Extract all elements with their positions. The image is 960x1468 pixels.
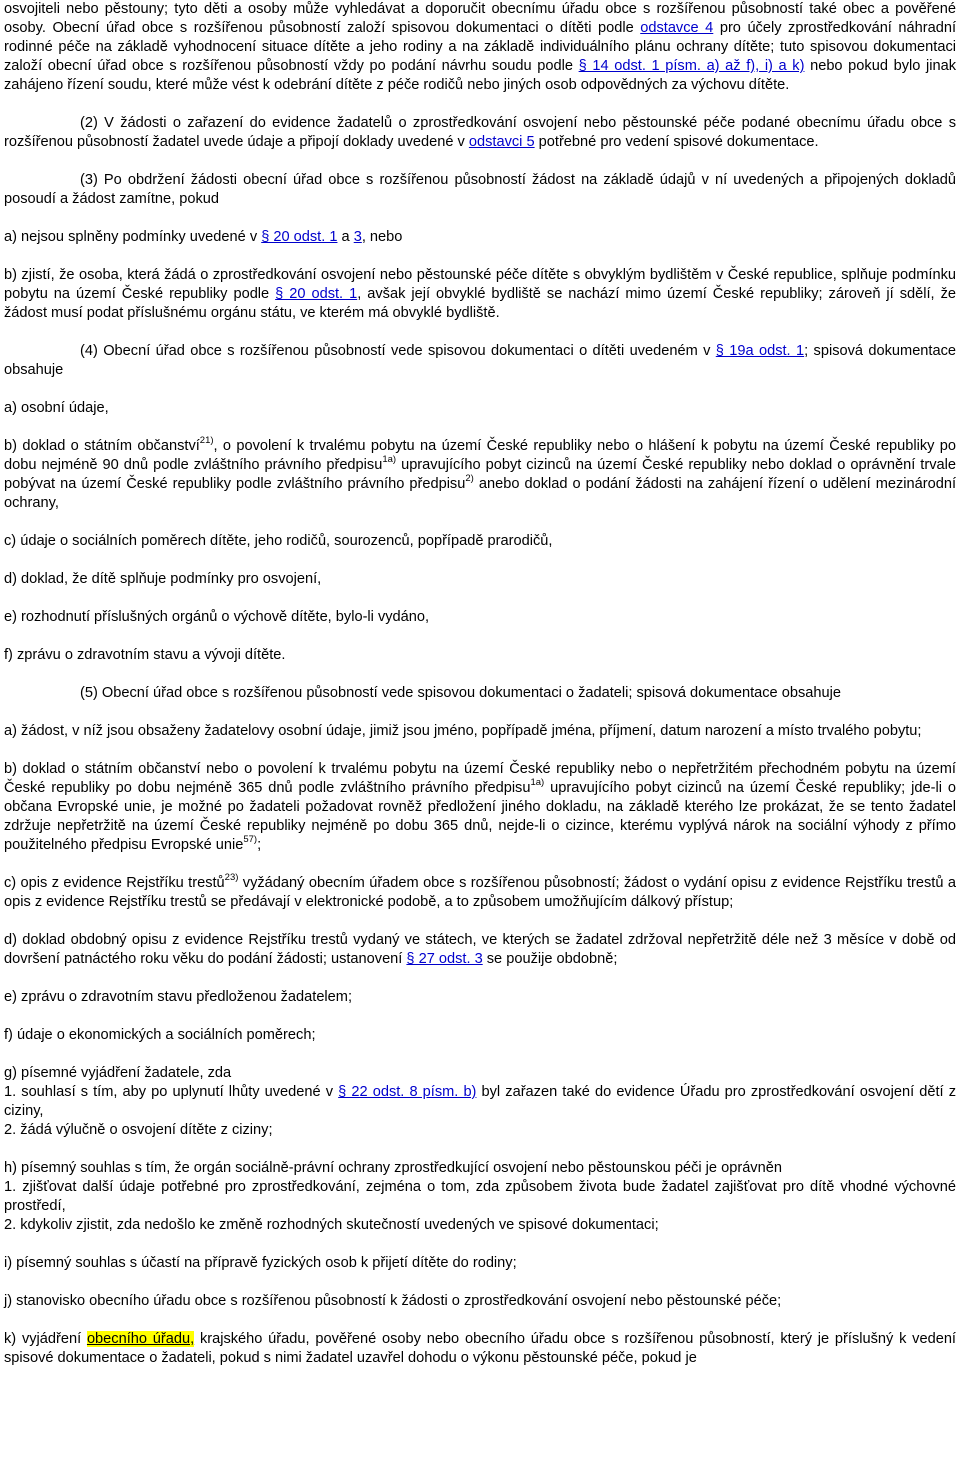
text-segment: upravujícího pobyt cizinců na území České republiky nebo doklad o oprávnění trvale pobývat na území České republiky podle zvláštního právního předpisu <box>4 457 956 492</box>
text-segment: byl zařazen také do evidence Úřadu pro zprostředkování osvojení dětí z ciziny, <box>4 1084 957 1119</box>
text-segment: vyžádaný obecním úřadem obce s rozšířenou působností; žádost o vydání opisu z evidence Rejstříku trestů a opis z evidence Rejstříku trestů se předávají v elektronické podobě, a to způsobem umožňujícím dálkový přístup; <box>4 875 956 910</box>
text-segment: , nebo <box>361 229 403 245</box>
text-segment: (4) Obecní úřad obce s rozšířenou působností vede spisovou dokumentaci o dítěti uvedeném v <box>80 343 716 359</box>
footnote-reference: 57) <box>243 834 258 845</box>
paragraph-p-5h1 <box>4 1178 956 1216</box>
paragraph-p-5g <box>4 1064 956 1083</box>
paragraph-p-5h2 <box>4 1216 956 1235</box>
paragraph-p-5g2 <box>4 1121 956 1140</box>
text-segment: 2. žádá výlučně o osvojení dítěte z ciziny; <box>4 1122 273 1138</box>
paragraph-p-5f <box>4 1026 956 1045</box>
text-segment: j) stanovisko obecního úřadu obce s rozšířenou působností k žádosti o zprostředkování osvojení nebo pěstounské péče; <box>4 1293 782 1309</box>
paragraph-p-3b <box>4 266 956 323</box>
text-segment: d) doklad, že dítě splňuje podmínky pro osvojení, <box>4 571 322 587</box>
text-segment: 2. kdykoliv zjistit, zda nedošlo ke změně rozhodných skutečností uvedených ve spisové dokumentaci; <box>4 1217 659 1233</box>
paragraph-p-4a <box>4 399 956 418</box>
text-segment: e) rozhodnutí příslušných orgánů o výchově dítěte, bylo-li vydáno, <box>4 609 430 625</box>
law-reference-link[interactable]: § 19a odst. 1 <box>715 343 805 359</box>
highlighted-text: obecního úřadu, <box>86 1331 195 1347</box>
text-segment: a) osobní údaje, <box>4 400 109 416</box>
text-segment: (5) Obecní úřad obce s rozšířenou působností vede spisovou dokumentaci o žadateli; spisová dokumentace obsahuje <box>80 685 841 701</box>
paragraph-p-5i <box>4 1254 956 1273</box>
paragraph-p-4f <box>4 646 956 665</box>
text-segment: g) písemné vyjádření žadatele, zda <box>4 1065 232 1081</box>
text-segment: , o povolení k trvalému pobytu na území České republiky nebo o hlášení k pobytu na území České republiky po dobu nejméně 90 dnů podle zvláštního právního předpisu <box>4 438 956 473</box>
text-segment: k) vyjádření <box>4 1331 87 1347</box>
text-segment: potřebné pro vedení spisové dokumentace. <box>534 134 819 150</box>
text-segment: se použije obdobně; <box>482 951 618 967</box>
text-segment: a) žádost, v níž jsou obsaženy žadatelovy osobní údaje, jimiž jsou jméno, popřípadě jména, příjmení, datum narození a místo trvalého pobytu; <box>4 723 922 739</box>
footnote-reference: 2) <box>465 473 474 484</box>
law-reference-link[interactable]: § 27 odst. 3 <box>406 951 483 967</box>
footnote-reference: 21) <box>199 435 214 446</box>
paragraph-p-5d <box>4 931 956 969</box>
text-segment: , avšak její obvyklé bydliště se nachází mimo území České republiky; zároveň jí sdělí, že žádost musí podat příslušnému orgánu státu, ve kterém má obvyklé bydliště. <box>4 286 956 321</box>
footnote-reference: 1a) <box>382 454 397 465</box>
law-reference-link[interactable]: § 22 odst. 8 písm. b) <box>338 1084 477 1100</box>
text-segment: c) opis z evidence Rejstříku trestů <box>4 875 225 891</box>
footnote-reference: 1a) <box>530 777 545 788</box>
text-segment: (3) Po obdržení žádosti obecní úřad obce s rozšířenou působností žádost na základě údajů v ní uvedených a připojených dokladů posoudí a žádost zamítne, pokud <box>4 172 956 207</box>
text-segment: e) zprávu o zdravotním stavu předloženou žadatelem; <box>4 989 353 1005</box>
text-segment: pro účely zprostředkování náhradní rodinné péče na základě vyhodnocení situace dítěte a jeho rodiny a na základě individuálního plánu ochrany dítěte; tuto spisovou dokumentaci založí obecní úřad obce s rozšířenou působností vždy po podání návrhu soudu podle <box>4 20 957 74</box>
text-segment: h) písemný souhlas s tím, že orgán sociálně-právní ochrany zprostředkující osvojení nebo pěstounskou péči je oprávněn <box>4 1160 782 1176</box>
text-segment: 1. souhlasí s tím, aby po uplynutí lhůty uvedené v <box>4 1084 339 1100</box>
paragraph-p-5h <box>4 1159 956 1178</box>
text-segment: anebo doklad o podání žádosti na zahájení řízení o udělení mezinárodní ochrany, <box>4 476 957 511</box>
law-reference-link[interactable]: § 20 odst. 1 <box>275 286 358 302</box>
paragraph-p-4d <box>4 570 956 589</box>
law-reference-link[interactable]: odstavce 4 <box>640 20 714 36</box>
paragraph-p-5b <box>4 760 956 855</box>
paragraph-p-4c <box>4 532 956 551</box>
law-reference-link[interactable]: odstavci 5 <box>468 134 535 150</box>
paragraph-p-4b <box>4 437 956 513</box>
paragraph-p-5 <box>4 684 956 703</box>
footnote-reference: 23) <box>224 872 239 883</box>
text-segment: krajského úřadu, pověřené osoby nebo obecního úřadu obce s rozšířenou působností, který je příslušný k vedení spisové dokumentace o žadateli, pokud s nimi žadatel uzavřel dohodu o výkonu pěstounské péče, pokud je <box>4 1331 956 1366</box>
text-segment: c) údaje o sociálních poměrech dítěte, jeho rodičů, sourozenců, popřípadě prarodičů, <box>4 533 553 549</box>
law-reference-link[interactable]: 3 <box>353 229 362 245</box>
paragraph-p-4 <box>4 342 956 380</box>
paragraph-p-intro <box>4 0 956 95</box>
text-segment: a <box>337 229 354 245</box>
text-segment: b) zjistí, že osoba, která žádá o zprostředkování osvojení nebo pěstounské péče dítěte s obvyklým bydlištěm v České republice, splňuje podmínku pobytu na území České republiky podle <box>4 267 956 302</box>
text-segment: b) doklad o státním občanství nebo o povolení k trvalému pobytu na území České republiky nebo o nepřetržitém přechodném pobytu na území České republiky po dobu nejméně 365 dnů podle zvláštního právního předpisu <box>4 761 956 796</box>
text-segment: (2) V žádosti o zařazení do evidence žadatelů o zprostředkování osvojení nebo pěstounské péče podané obecnímu úřadu obce s rozšířenou působností žadatel uvede údaje a připojí doklady uvedené v <box>4 115 956 150</box>
text-segment: osvojiteli nebo pěstouny; tyto děti a osoby může vyhledávat a doporučit obecnímu úřadu obce s rozšířenou působností také obec a pověřené osoby. Obecní úřad obce s rozšířenou působností založí spisovou dokumentaci o dítěti podle <box>4 1 956 36</box>
text-segment: b) doklad o státním občanství <box>4 438 200 454</box>
paragraph-p-5j <box>4 1292 956 1311</box>
paragraph-p-2 <box>4 114 956 152</box>
text-segment: f) zprávu o zdravotním stavu a vývoji dítěte. <box>4 647 286 663</box>
text-segment: 1. zjišťovat další údaje potřebné pro zprostředkování, zejména o tom, zda způsobem života bude žadatel zajišťovat pro dítě vhodné výchovné prostředí, <box>4 1179 956 1214</box>
text-segment: d) doklad obdobný opisu z evidence Rejstříku trestů vydaný ve státech, ve kterých se žadatel zdržoval nepřetržitě déle než 3 měsíce v době od dovršení patnáctého roku věku do podání žádosti; ustanovení <box>4 932 956 967</box>
text-segment: upravujícího pobyt cizinců na území České republiky; jde-li o občana Evropské unie, je možné po žadateli požadovat rovněž předložení jiného dokladu, na základě kterého lze prokázat, že se tento žadatel zdržuje nepřetržitě na území České republiky nejméně po dobu 365 dnů, nejde-li o cizince, kterému vyplývá nárok na sociální výhody z přímo použitelného předpisu Evropské unie <box>4 780 956 853</box>
paragraph-p-4e <box>4 608 956 627</box>
law-reference-link[interactable]: § 20 odst. 1 <box>261 229 338 245</box>
paragraph-p-5g1 <box>4 1083 956 1121</box>
paragraph-p-5a <box>4 722 956 741</box>
paragraph-p-5k <box>4 1330 956 1368</box>
text-segment: nebo pokud bylo jinak zahájeno řízení soudu, které může vést k odebrání dítěte z péče rodičů nebo jiných osob odpovědných za výchovu dítěte. <box>4 58 956 93</box>
paragraph-p-3 <box>4 171 956 209</box>
paragraph-p-5e <box>4 988 956 1007</box>
text-segment: a) nejsou splněny podmínky uvedené v <box>4 229 262 245</box>
text-segment: f) údaje o ekonomických a sociálních poměrech; <box>4 1027 316 1043</box>
paragraph-p-5c <box>4 874 956 912</box>
text-segment: ; <box>257 837 262 853</box>
law-reference-link[interactable]: § 14 odst. 1 písm. a) až f), i) a k) <box>578 58 805 74</box>
paragraph-p-3a <box>4 228 956 247</box>
text-segment: ; spisová dokumentace obsahuje <box>4 343 957 378</box>
text-segment: i) písemný souhlas s účastí na přípravě fyzických osob k přijetí dítěte do rodiny; <box>4 1255 517 1271</box>
